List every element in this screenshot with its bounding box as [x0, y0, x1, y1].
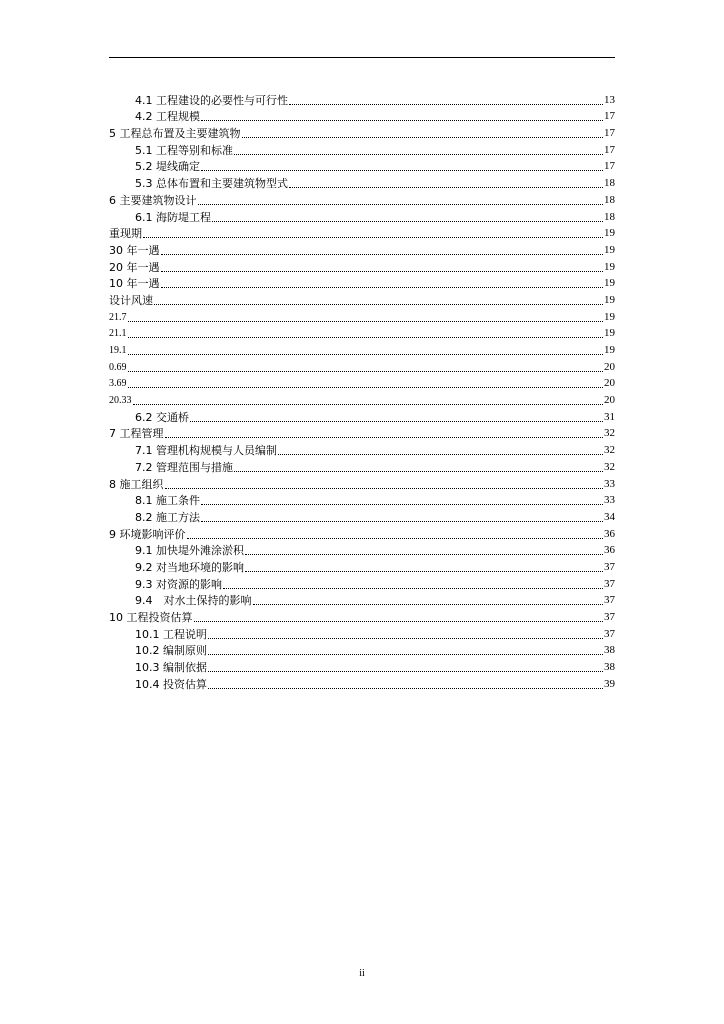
toc-entry-page: 19: [604, 260, 615, 273]
toc-entry-label: 10.1 工程说明: [135, 627, 207, 641]
toc-entry[interactable]: [109, 207, 615, 224]
toc-dot-leader: [278, 444, 603, 457]
toc-entry[interactable]: [109, 424, 615, 441]
toc-entry[interactable]: [109, 507, 615, 524]
toc-dot-leader: [242, 127, 604, 140]
toc-dot-leader: [165, 427, 604, 440]
toc-entry-page: 39: [604, 677, 615, 690]
toc-entry[interactable]: [109, 591, 615, 608]
toc-entry[interactable]: [109, 607, 615, 624]
toc-dot-leader: [289, 177, 603, 190]
toc-entry-label: 9.3 对资源的影响: [135, 577, 222, 591]
toc-entry[interactable]: [109, 290, 615, 307]
toc-entry-page: 20: [604, 394, 615, 407]
toc-entry-page: 31: [604, 410, 615, 423]
toc-entry-page: 17: [604, 143, 615, 156]
toc-entry-page: 19: [604, 310, 615, 323]
toc-entry-page: 19: [604, 344, 615, 356]
toc-entry-page: 38: [604, 661, 615, 674]
toc-entry[interactable]: [109, 574, 615, 591]
toc-entry-page: 19: [604, 293, 615, 306]
toc-entry-label: 7.1 管理机构规模与人员编制: [135, 444, 277, 458]
toc-entry[interactable]: [109, 624, 615, 641]
toc-dot-leader: [128, 344, 604, 357]
toc-entry[interactable]: [109, 491, 615, 508]
toc-entry-label: 8.2 施工方法: [135, 510, 200, 524]
toc-entry-label: 8 施工组织: [109, 477, 164, 491]
toc-entry-page: 20: [604, 377, 615, 390]
toc-entry-label: 重现期: [109, 227, 142, 241]
toc-entry-page: 19: [604, 277, 615, 290]
toc-dot-leader: [289, 94, 603, 107]
toc-dot-leader: [253, 594, 604, 607]
toc-entry-page: 37: [604, 560, 615, 573]
toc-entry-page: 19: [604, 243, 615, 256]
toc-entry-page: 19: [604, 327, 615, 340]
toc-entry[interactable]: [109, 224, 615, 241]
toc-entry-label: 4.2 工程规模: [135, 110, 200, 124]
toc-entry-label: 7 工程管理: [109, 427, 164, 441]
toc-entry-label: 8.1 施工条件: [135, 494, 200, 508]
toc-entry[interactable]: [109, 674, 615, 691]
toc-entry[interactable]: [109, 340, 615, 357]
toc-entry-page: 33: [604, 494, 615, 507]
toc-dot-leader: [234, 461, 603, 474]
toc-entry-page: 37: [604, 594, 615, 607]
toc-entry-label: 5.1 工程等别和标准: [135, 143, 233, 157]
toc-dot-leader: [128, 327, 604, 340]
toc-entry-page: 32: [604, 444, 615, 457]
toc-dot-leader: [161, 244, 604, 257]
footer-page-number: ii: [359, 968, 365, 979]
toc-entry-page: 36: [604, 527, 615, 540]
toc-entry-label: 10 年一遇: [109, 277, 160, 291]
toc-entry-label: 10 工程投资估算: [109, 611, 193, 624]
toc-dot-leader: [128, 311, 604, 324]
toc-entry-label: 9.4 对水土保持的影响: [135, 594, 252, 608]
toc-entry-page: 17: [604, 160, 615, 173]
toc-dot-leader: [208, 678, 603, 691]
toc-entry-label: 20 年一遇: [109, 260, 160, 274]
toc-entry[interactable]: [109, 190, 615, 207]
toc-dot-leader: [161, 261, 604, 274]
toc-entry-page: 34: [604, 510, 615, 523]
toc-entry-label: 21.1: [109, 328, 127, 340]
toc-entry-label: 21.7: [109, 311, 127, 323]
toc-entry[interactable]: [109, 407, 615, 424]
toc-entry-label: 10.3 编制依据: [135, 661, 207, 675]
toc-entry[interactable]: [109, 357, 615, 374]
toc-entry-label: 19.1: [109, 345, 127, 356]
toc-entry[interactable]: [109, 641, 615, 658]
toc-entry[interactable]: [109, 524, 615, 541]
toc-entry[interactable]: [109, 90, 615, 107]
toc-entry[interactable]: [109, 374, 615, 391]
toc-dot-leader: [128, 377, 604, 390]
toc-entry-page: 18: [604, 193, 615, 206]
toc-entry-page: 37: [604, 577, 615, 590]
toc-dot-leader: [223, 578, 603, 591]
toc-entry-page: 37: [604, 611, 615, 623]
header-rule: [109, 57, 615, 58]
toc-entry[interactable]: [109, 157, 615, 174]
toc-dot-leader: [190, 411, 603, 424]
toc-dot-leader: [187, 528, 604, 541]
toc-entry[interactable]: [109, 107, 615, 124]
toc-dot-leader: [201, 494, 603, 507]
toc-entry[interactable]: [109, 140, 615, 157]
toc-entry-label: 6.1 海防堤工程: [135, 210, 211, 224]
toc-entry-page: 32: [604, 460, 615, 473]
toc-dot-leader: [133, 394, 604, 407]
toc-entry[interactable]: [109, 307, 615, 324]
toc-entry-label: 5.3 总体布置和主要建筑物型式: [135, 177, 288, 191]
toc-entry-page: 19: [604, 227, 615, 240]
toc-entry-page: 18: [604, 210, 615, 223]
toc-entry[interactable]: [109, 390, 615, 407]
toc-entry-label: 5.2 堤线确定: [135, 160, 200, 174]
toc-entry[interactable]: [109, 457, 615, 474]
toc-dot-leader: [201, 160, 603, 173]
toc-entry-label: 7.2 管理范围与措施: [135, 460, 233, 474]
toc-dot-leader: [208, 644, 603, 657]
toc-entry-page: 20: [604, 360, 615, 373]
toc-dot-leader: [245, 561, 603, 574]
toc-entry-page: 36: [604, 544, 615, 557]
toc-entry[interactable]: [109, 657, 615, 674]
toc-entry-label: 10.4 投资估算: [135, 677, 207, 691]
toc-entry-label: 4.1 工程建设的必要性与可行性: [135, 93, 288, 107]
toc-dot-leader: [201, 511, 603, 524]
toc-dot-leader: [208, 661, 603, 674]
toc-dot-leader: [234, 144, 603, 157]
toc-entry-label: 30 年一遇: [109, 243, 160, 257]
toc-entry-page: 33: [604, 477, 615, 490]
toc-dot-leader: [161, 277, 604, 290]
toc-dot-leader: [198, 194, 604, 207]
toc-entry-page: 32: [604, 427, 615, 440]
toc-dot-leader: [201, 110, 603, 123]
toc-entry[interactable]: [109, 541, 615, 558]
toc-dot-leader: [194, 611, 604, 624]
toc-entry[interactable]: [109, 173, 615, 190]
toc-dot-leader: [143, 227, 603, 240]
toc-entry-label: 9.2 对当地环境的影响: [135, 560, 244, 574]
toc-entry[interactable]: [109, 557, 615, 574]
toc-entry[interactable]: [109, 257, 615, 274]
toc-entry-label: 9.1 加快堤外滩涂淤积: [135, 544, 244, 558]
toc-entry[interactable]: [109, 240, 615, 257]
toc-entry-label: 6 主要建筑物设计: [109, 193, 197, 207]
toc-entry[interactable]: [109, 274, 615, 291]
toc-entry-label: 6.2 交通桥: [135, 410, 189, 424]
toc-dot-leader: [154, 294, 603, 307]
toc-entry[interactable]: [109, 324, 615, 341]
toc-entry-page: 38: [604, 644, 615, 657]
toc-entry-label: 20.33: [109, 395, 132, 407]
toc-entry-label: 10.2 编制原则: [135, 644, 207, 658]
toc-entry-label: 9 环境影响评价: [109, 527, 186, 541]
toc-entry[interactable]: [109, 474, 615, 491]
toc-entry-label: 设计风速: [109, 293, 153, 307]
toc-entry-label: 3.69: [109, 378, 127, 390]
toc-entry-label: 0.69: [109, 361, 127, 373]
table-of-contents: [109, 90, 615, 691]
toc-entry-page: 13: [604, 93, 615, 106]
toc-entry-page: 18: [604, 177, 615, 190]
toc-dot-leader: [212, 211, 603, 224]
toc-dot-leader: [165, 478, 604, 491]
toc-entry-label: 5 工程总布置及主要建筑物: [109, 127, 241, 141]
toc-dot-leader: [245, 544, 603, 557]
toc-entry-page: 17: [604, 110, 615, 123]
toc-dot-leader: [128, 361, 604, 374]
toc-entry[interactable]: [109, 440, 615, 457]
toc-dot-leader: [208, 628, 603, 641]
toc-entry-page: 37: [604, 627, 615, 640]
toc-entry[interactable]: [109, 123, 615, 140]
toc-entry-page: 17: [604, 127, 615, 140]
